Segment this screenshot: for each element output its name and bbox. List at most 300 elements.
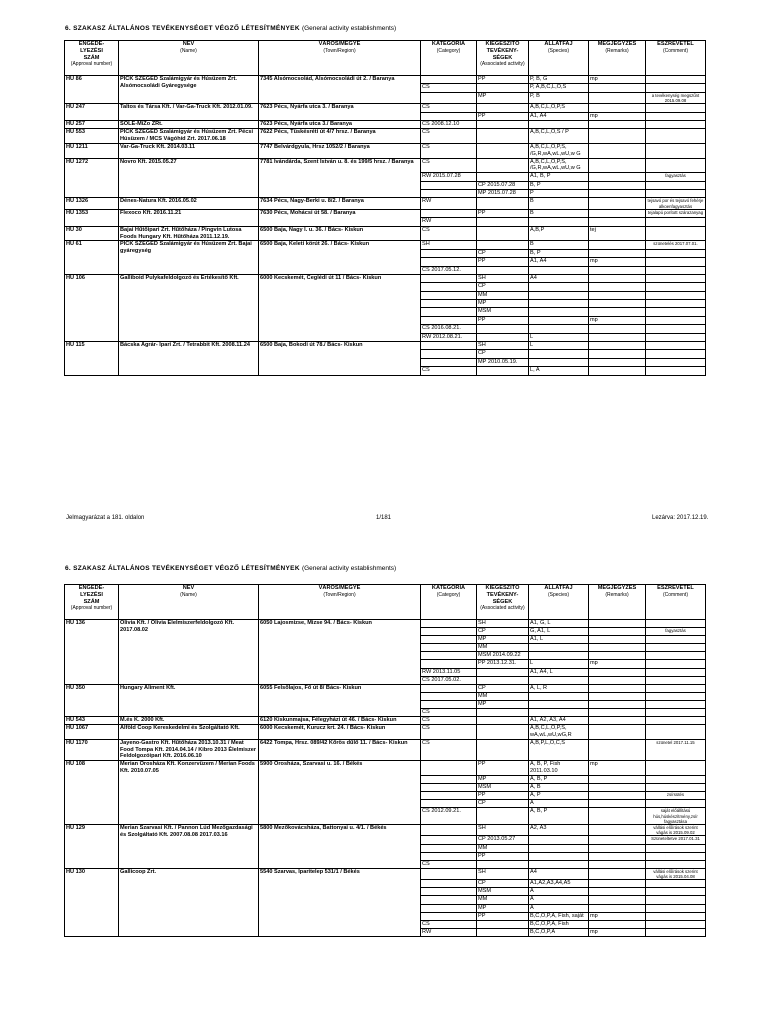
category-cell	[421, 628, 477, 636]
species-cell: A1, A4, L	[529, 668, 589, 676]
remarks-cell: tej	[589, 226, 646, 241]
associated-activity-cell: MSM	[477, 308, 529, 316]
header-label-en: (Town/Region)	[323, 47, 356, 54]
category-cell	[421, 258, 477, 266]
category-cell	[421, 358, 477, 366]
associated-activity-cell	[477, 928, 529, 936]
category-cell: CS	[421, 367, 477, 375]
header-label-en: (Remarks)	[605, 591, 629, 598]
comment-cell	[646, 928, 706, 936]
section-title: 6. SZAKASZ ÁLTALÁNOS TEVÉKENYSÉGET VÉGZŐ LÉTESÍTMÉNYEK (General activity establishments)	[65, 565, 397, 572]
associated-activity-cell: MM	[477, 644, 529, 652]
remarks-cell	[589, 283, 646, 291]
header-name	[119, 585, 259, 620]
comment-cell	[646, 283, 706, 291]
category-cell: CS	[421, 709, 477, 717]
header-label-en: (Associated activity)	[480, 61, 525, 68]
comment-cell	[646, 181, 706, 189]
associated-activity-cell: CP	[477, 880, 529, 888]
species-cell	[529, 692, 589, 700]
species-cell: A, B, P	[529, 775, 589, 783]
header-town-region	[259, 585, 421, 620]
species-cell	[529, 283, 589, 291]
associated-activity-cell: CP	[477, 800, 529, 808]
species-cell	[529, 860, 589, 868]
table-row	[65, 76, 706, 84]
species-cell	[529, 709, 589, 717]
header-label-en: (Remarks)	[605, 47, 629, 54]
approval-number: HU 130	[65, 868, 119, 936]
comment-cell	[646, 367, 706, 375]
header-label: NÉV	[182, 585, 195, 591]
species-cell: G, A1, L	[529, 628, 589, 636]
category-cell	[421, 904, 477, 912]
comment-cell	[646, 274, 706, 282]
species-cell	[529, 291, 589, 299]
comment-cell	[646, 717, 706, 725]
associated-activity-cell: SH	[477, 274, 529, 282]
establishment-name: Hungary Aliment Kft.	[119, 684, 259, 716]
species-cell	[529, 300, 589, 308]
remarks-cell	[589, 333, 646, 341]
remarks-cell	[589, 92, 646, 103]
town-region: 5900 Orosháza, Szarvasi u. 16. / Békés	[259, 761, 421, 825]
header-name	[119, 41, 259, 76]
header-label-en: (Comment)	[662, 591, 688, 598]
comment-cell	[646, 880, 706, 888]
header-label: MEGJEGYZÉS	[597, 585, 637, 591]
species-cell	[529, 325, 589, 333]
comment-cell	[646, 652, 706, 660]
associated-activity-cell	[477, 709, 529, 717]
town-region: 7623 Pécs, Nyárfa utca 3./ Baranya	[259, 121, 421, 129]
establishment-name: Taltos és Társa Kft. / Var-Ga-Truck Kft. 2012.01.09.	[119, 104, 259, 121]
table-row	[65, 868, 706, 879]
remarks-cell	[589, 350, 646, 358]
table-row	[65, 620, 706, 628]
category-cell: CS 2008.12.10	[421, 121, 477, 129]
town-region: 6500 Baja, Nagy I. u. 36. / Bács- Kiskun	[259, 226, 421, 241]
species-cell: A1, G, L	[529, 620, 589, 628]
species-cell: B,C,O,P,A	[529, 928, 589, 936]
comment-cell: szünetel 2017.11.15	[646, 739, 706, 760]
remarks-cell	[589, 860, 646, 868]
remarks-cell	[589, 668, 646, 676]
remarks-cell	[589, 241, 646, 249]
header-approval-number	[65, 41, 119, 76]
species-cell: B	[529, 241, 589, 249]
associated-activity-cell: CP 2015.07.28	[477, 181, 529, 189]
associated-activity-cell: MP	[477, 300, 529, 308]
associated-activity-cell	[477, 104, 529, 112]
species-cell: A,B,C,L,O,P,S, /G,R,wA,wL,wU,w G	[529, 144, 589, 159]
header-label-en: (Associated activity)	[480, 605, 525, 612]
species-cell: L	[529, 333, 589, 341]
header-label: KATEGÓRIA	[431, 585, 466, 591]
remarks-cell	[589, 104, 646, 112]
category-cell: RW 2015.07.28	[421, 173, 477, 181]
species-cell: L	[529, 660, 589, 668]
comment-cell: tejalapú porított szárazanyag	[646, 209, 706, 217]
table-header	[65, 585, 706, 620]
category-cell: CS 2016.08.21.	[421, 325, 477, 333]
category-cell: RW 2013.11.05	[421, 668, 477, 676]
species-cell	[529, 121, 589, 129]
species-cell: A1, B, P	[529, 173, 589, 181]
associated-activity-cell: MP	[477, 775, 529, 783]
associated-activity-cell	[477, 129, 529, 144]
category-cell	[421, 800, 477, 808]
associated-activity-cell	[477, 158, 529, 173]
approval-number: HU 1170	[65, 739, 119, 760]
header-label: KIEGÉSZÍTŐ TEVÉKENY- SÉGEK	[485, 585, 520, 605]
comment-cell	[646, 725, 706, 740]
category-cell	[421, 300, 477, 308]
town-region: 7345 Alsómocsolád, Alsómocsoládi út 2. / Baranya	[259, 76, 421, 104]
associated-activity-cell: CP	[477, 628, 529, 636]
header-comment	[646, 41, 706, 76]
remarks-cell	[589, 144, 646, 159]
establishment-name: PICK SZEGED Szalámigyár és Húsüzem Zrt. Bajai gyáregység	[119, 241, 259, 275]
comment-cell: Szüneteltetve 2017.01.31	[646, 836, 706, 844]
remarks-cell	[589, 249, 646, 257]
comment-cell	[646, 325, 706, 333]
associated-activity-cell: MP 2015.07.28	[477, 190, 529, 198]
category-cell	[421, 342, 477, 350]
table-row	[65, 144, 706, 159]
comment-cell	[646, 129, 706, 144]
approval-number: HU 129	[65, 824, 119, 868]
category-cell: CS	[421, 920, 477, 928]
establishment-name: SOLE-MiZo ZRt.	[119, 121, 259, 129]
category-cell	[421, 684, 477, 692]
associated-activity-cell: CP	[477, 249, 529, 257]
remarks-cell	[589, 636, 646, 644]
associated-activity-cell	[477, 668, 529, 676]
approval-number: HU 30	[65, 226, 119, 241]
table-header	[65, 41, 706, 76]
approval-number: HU 1353	[65, 209, 119, 226]
species-cell: A, B, P	[529, 808, 589, 825]
remarks-cell	[589, 808, 646, 825]
header-category	[421, 585, 477, 620]
species-cell: A,B,C,L,O,S / P	[529, 129, 589, 144]
category-cell: CS	[421, 158, 477, 173]
establishment-name: PICK SZEGED Szalámigyár és Húsüzem Zrt. Alsómocsoládi Gyáregysége	[119, 76, 259, 104]
town-region: 7781 Ivándárda, Szent István u. 8. és 199/5 hrsz. / Baranya	[259, 158, 421, 198]
header-label-en: (Name)	[180, 591, 197, 598]
remarks-cell	[589, 209, 646, 217]
establishment-name: Novro Kft. 2015.05.27	[119, 158, 259, 198]
comment-cell	[646, 358, 706, 366]
remarks-cell	[589, 717, 646, 725]
comment-cell: fagyasztás	[646, 628, 706, 636]
header-label: ÁLLATFAJ	[544, 585, 573, 591]
remarks-cell	[589, 358, 646, 366]
comment-cell	[646, 226, 706, 241]
remarks-cell	[589, 700, 646, 708]
remarks-cell	[589, 198, 646, 209]
category-cell: CS	[421, 860, 477, 868]
approval-number: HU 61	[65, 241, 119, 275]
comment-cell	[646, 218, 706, 226]
town-region: 6055 Felsőlajos, Fő út 8/ Bács- Kiskun	[259, 684, 421, 716]
remarks-cell	[589, 129, 646, 144]
species-cell: A,B,C,L,O,P,S, wA,wL,wU,wG,R	[529, 725, 589, 740]
remarks-cell: mp	[589, 660, 646, 668]
table-row	[65, 725, 706, 740]
header-label: VÁROS/MEGYE	[318, 585, 361, 591]
comment-cell	[646, 860, 706, 868]
category-cell	[421, 761, 477, 776]
species-cell: A, B	[529, 784, 589, 792]
approval-number: HU 115	[65, 342, 119, 376]
species-cell	[529, 644, 589, 652]
establishment-table	[64, 40, 706, 376]
category-cell: CS 2017.05.12.	[421, 266, 477, 274]
header-label: VÁROS/MEGYE	[318, 41, 361, 47]
table-row	[65, 209, 706, 217]
category-cell	[421, 896, 477, 904]
associated-activity-cell: PP	[477, 761, 529, 776]
category-cell: CS	[421, 226, 477, 241]
remarks-cell	[589, 920, 646, 928]
remarks-cell	[589, 684, 646, 692]
category-cell	[421, 880, 477, 888]
header-associated-activity	[477, 585, 529, 620]
table-row	[65, 129, 706, 144]
establishment-name: Alföld Coop Kereskedelmi és Szolgáltató Kft.	[119, 725, 259, 740]
remarks-cell	[589, 725, 646, 740]
species-cell: P, A,B,C,L,O,S	[529, 84, 589, 92]
establishment-name: Merian Orosháza Kft. Konzervüzem / Merian Foods Kft. 2010.07.05	[119, 761, 259, 825]
category-cell	[421, 620, 477, 628]
remarks-cell	[589, 628, 646, 636]
associated-activity-cell: MM	[477, 844, 529, 852]
table-row	[65, 684, 706, 692]
category-cell	[421, 824, 477, 835]
category-cell	[421, 112, 477, 120]
category-cell	[421, 700, 477, 708]
header-label-en: (Category)	[436, 47, 461, 54]
category-cell: CS	[421, 739, 477, 760]
category-cell	[421, 660, 477, 668]
associated-activity-cell	[477, 144, 529, 159]
comment-cell	[646, 190, 706, 198]
remarks-cell	[589, 709, 646, 717]
remarks-cell	[589, 181, 646, 189]
remarks-cell	[589, 775, 646, 783]
associated-activity-cell: MP	[477, 636, 529, 644]
species-cell: A2, A3	[529, 824, 589, 835]
establishment-name: Galliboid Pulykafeldolgozó és Értékesítő Kft.	[119, 274, 259, 341]
table-row	[65, 241, 706, 249]
associated-activity-cell: PP	[477, 792, 529, 800]
associated-activity-cell	[477, 266, 529, 274]
remarks-cell	[589, 266, 646, 274]
species-cell: A1, A2, A3, A4	[529, 717, 589, 725]
species-cell: P, B, G	[529, 76, 589, 84]
category-cell	[421, 181, 477, 189]
species-cell	[529, 308, 589, 316]
comment-cell	[646, 800, 706, 808]
associated-activity-cell	[477, 84, 529, 92]
remarks-cell: mp	[589, 316, 646, 324]
header-label-en: (Approval number)	[70, 605, 113, 612]
footer-legend-note: Jelmagyarázat a 181. oldalon	[66, 515, 145, 521]
comment-cell	[646, 700, 706, 708]
remarks-cell	[589, 792, 646, 800]
associated-activity-cell: MSM	[477, 888, 529, 896]
remarks-cell	[589, 173, 646, 181]
remarks-cell	[589, 784, 646, 792]
category-cell	[421, 190, 477, 198]
establishment-name: Gallicoop Zrt.	[119, 868, 259, 936]
category-cell	[421, 692, 477, 700]
comment-cell	[646, 844, 706, 852]
species-cell	[529, 316, 589, 324]
associated-activity-cell: MSM	[477, 784, 529, 792]
category-cell	[421, 76, 477, 84]
remarks-cell	[589, 652, 646, 660]
category-cell	[421, 652, 477, 660]
species-cell: A, B, P, Fish 2011.03.10	[529, 761, 589, 776]
table-row	[65, 104, 706, 112]
remarks-cell	[589, 904, 646, 912]
species-cell: A,B,P,L,O,C,S	[529, 739, 589, 760]
table-row	[65, 342, 706, 350]
species-cell: A,B,C,L,O,P,S	[529, 104, 589, 112]
associated-activity-cell: MP	[477, 700, 529, 708]
remarks-cell: mp	[589, 761, 646, 776]
comment-cell	[646, 266, 706, 274]
town-region: 6500 Baja, Bokodi út 78./ Bács- Kiskun	[259, 342, 421, 376]
approval-number: HU 553	[65, 129, 119, 144]
associated-activity-cell: PP	[477, 209, 529, 217]
table-row	[65, 717, 706, 725]
comment-cell	[646, 676, 706, 684]
associated-activity-cell: MP	[477, 904, 529, 912]
table-row	[65, 824, 706, 835]
associated-activity-cell: PP 2013.12.31.	[477, 660, 529, 668]
remarks-cell	[589, 880, 646, 888]
establishment-name: Dénes-Natura Kft. 2016.05.02	[119, 198, 259, 209]
species-cell	[529, 700, 589, 708]
species-cell	[529, 852, 589, 860]
associated-activity-cell: MP 2010.05.19.	[477, 358, 529, 366]
comment-cell	[646, 84, 706, 92]
remarks-cell	[589, 218, 646, 226]
header-label: ENGEDÉ- LYEZÉSI SZÁM	[78, 585, 105, 605]
associated-activity-cell: PP	[477, 112, 529, 120]
species-cell	[529, 652, 589, 660]
header-label: ÁLLATFAJ	[544, 41, 573, 47]
species-cell: A1,A2,A3,A4,A5	[529, 880, 589, 888]
remarks-cell: mp	[589, 912, 646, 920]
table-row	[65, 226, 706, 241]
species-cell: B,C,O,P,A, Fish	[529, 920, 589, 928]
approval-number: HU 86	[65, 76, 119, 104]
comment-cell	[646, 896, 706, 904]
species-cell: A	[529, 896, 589, 904]
page-2	[0, 540, 768, 1024]
header-category	[421, 41, 477, 76]
associated-activity-cell: SH	[477, 824, 529, 835]
species-cell: L, A	[529, 367, 589, 375]
category-cell	[421, 844, 477, 852]
comment-cell	[646, 920, 706, 928]
comment-cell	[646, 784, 706, 792]
town-region: 7623 Pécs, Nyárfa utca 3. / Baranya	[259, 104, 421, 121]
category-cell: CS	[421, 717, 477, 725]
approval-number: HU 1326	[65, 198, 119, 209]
species-cell: A1, A4	[529, 112, 589, 120]
associated-activity-cell	[477, 676, 529, 684]
remarks-cell: mp	[589, 258, 646, 266]
species-cell: A4	[529, 274, 589, 282]
species-cell: B,C,O,P,A, Fish, saját	[529, 912, 589, 920]
remarks-cell	[589, 800, 646, 808]
comment-cell	[646, 904, 706, 912]
category-cell: RW	[421, 198, 477, 209]
species-cell: A,B,C,L,O,P,S, /G,R,wA,wL,wU,w G	[529, 158, 589, 173]
comment-cell	[646, 76, 706, 84]
town-region: 6500 Baja, Keleti körút 26. / Bács- Kiskun	[259, 241, 421, 275]
associated-activity-cell	[477, 717, 529, 725]
comment-cell: vállási előírások szerint vágás is 2015.09.02	[646, 824, 706, 835]
remarks-cell	[589, 852, 646, 860]
town-region: 6000 Kecskemét, Ceglédi út 11 / Bács- Kiskun	[259, 274, 421, 341]
category-cell	[421, 852, 477, 860]
comment-cell	[646, 342, 706, 350]
associated-activity-cell: CP 2013.05.27	[477, 836, 529, 844]
remarks-cell	[589, 888, 646, 896]
remarks-cell	[589, 676, 646, 684]
associated-activity-cell: PP	[477, 912, 529, 920]
footer-page-number: 1/181	[376, 515, 392, 521]
table-row	[65, 761, 706, 776]
remarks-cell	[589, 644, 646, 652]
species-cell: B	[529, 209, 589, 217]
header-label-en: (Comment)	[662, 47, 688, 54]
associated-activity-cell: PP	[477, 76, 529, 84]
species-cell: A4	[529, 868, 589, 879]
header-label-en: (Approval number)	[70, 61, 113, 68]
comment-cell	[646, 852, 706, 860]
category-cell	[421, 283, 477, 291]
header-label: ENGEDÉ- LYEZÉSI SZÁM	[78, 41, 105, 61]
category-cell: CS	[421, 725, 477, 740]
associated-activity-cell: MP	[477, 92, 529, 103]
town-region: 7747 Belvárdgyula, Hrsz 1052/2 / Baranya	[259, 144, 421, 159]
associated-activity-cell	[477, 198, 529, 209]
associated-activity-cell: PP	[477, 852, 529, 860]
remarks-cell	[589, 158, 646, 173]
header-label-en: (Category)	[436, 591, 461, 598]
comment-cell: vállási előírások szerint vágás is 2015.04.08	[646, 868, 706, 879]
category-cell	[421, 274, 477, 282]
comment-cell	[646, 620, 706, 628]
associated-activity-cell	[477, 725, 529, 740]
comment-cell	[646, 709, 706, 717]
associated-activity-cell	[477, 367, 529, 375]
comment-cell	[646, 300, 706, 308]
establishment-name: Olivia Kft. / Olivia Élelmiszerfeldolgozó Kft. 2017.08.02	[119, 620, 259, 685]
header-label: NÉV	[182, 41, 195, 47]
remarks-cell	[589, 739, 646, 760]
associated-activity-cell	[477, 121, 529, 129]
approval-number: HU 1067	[65, 725, 119, 740]
